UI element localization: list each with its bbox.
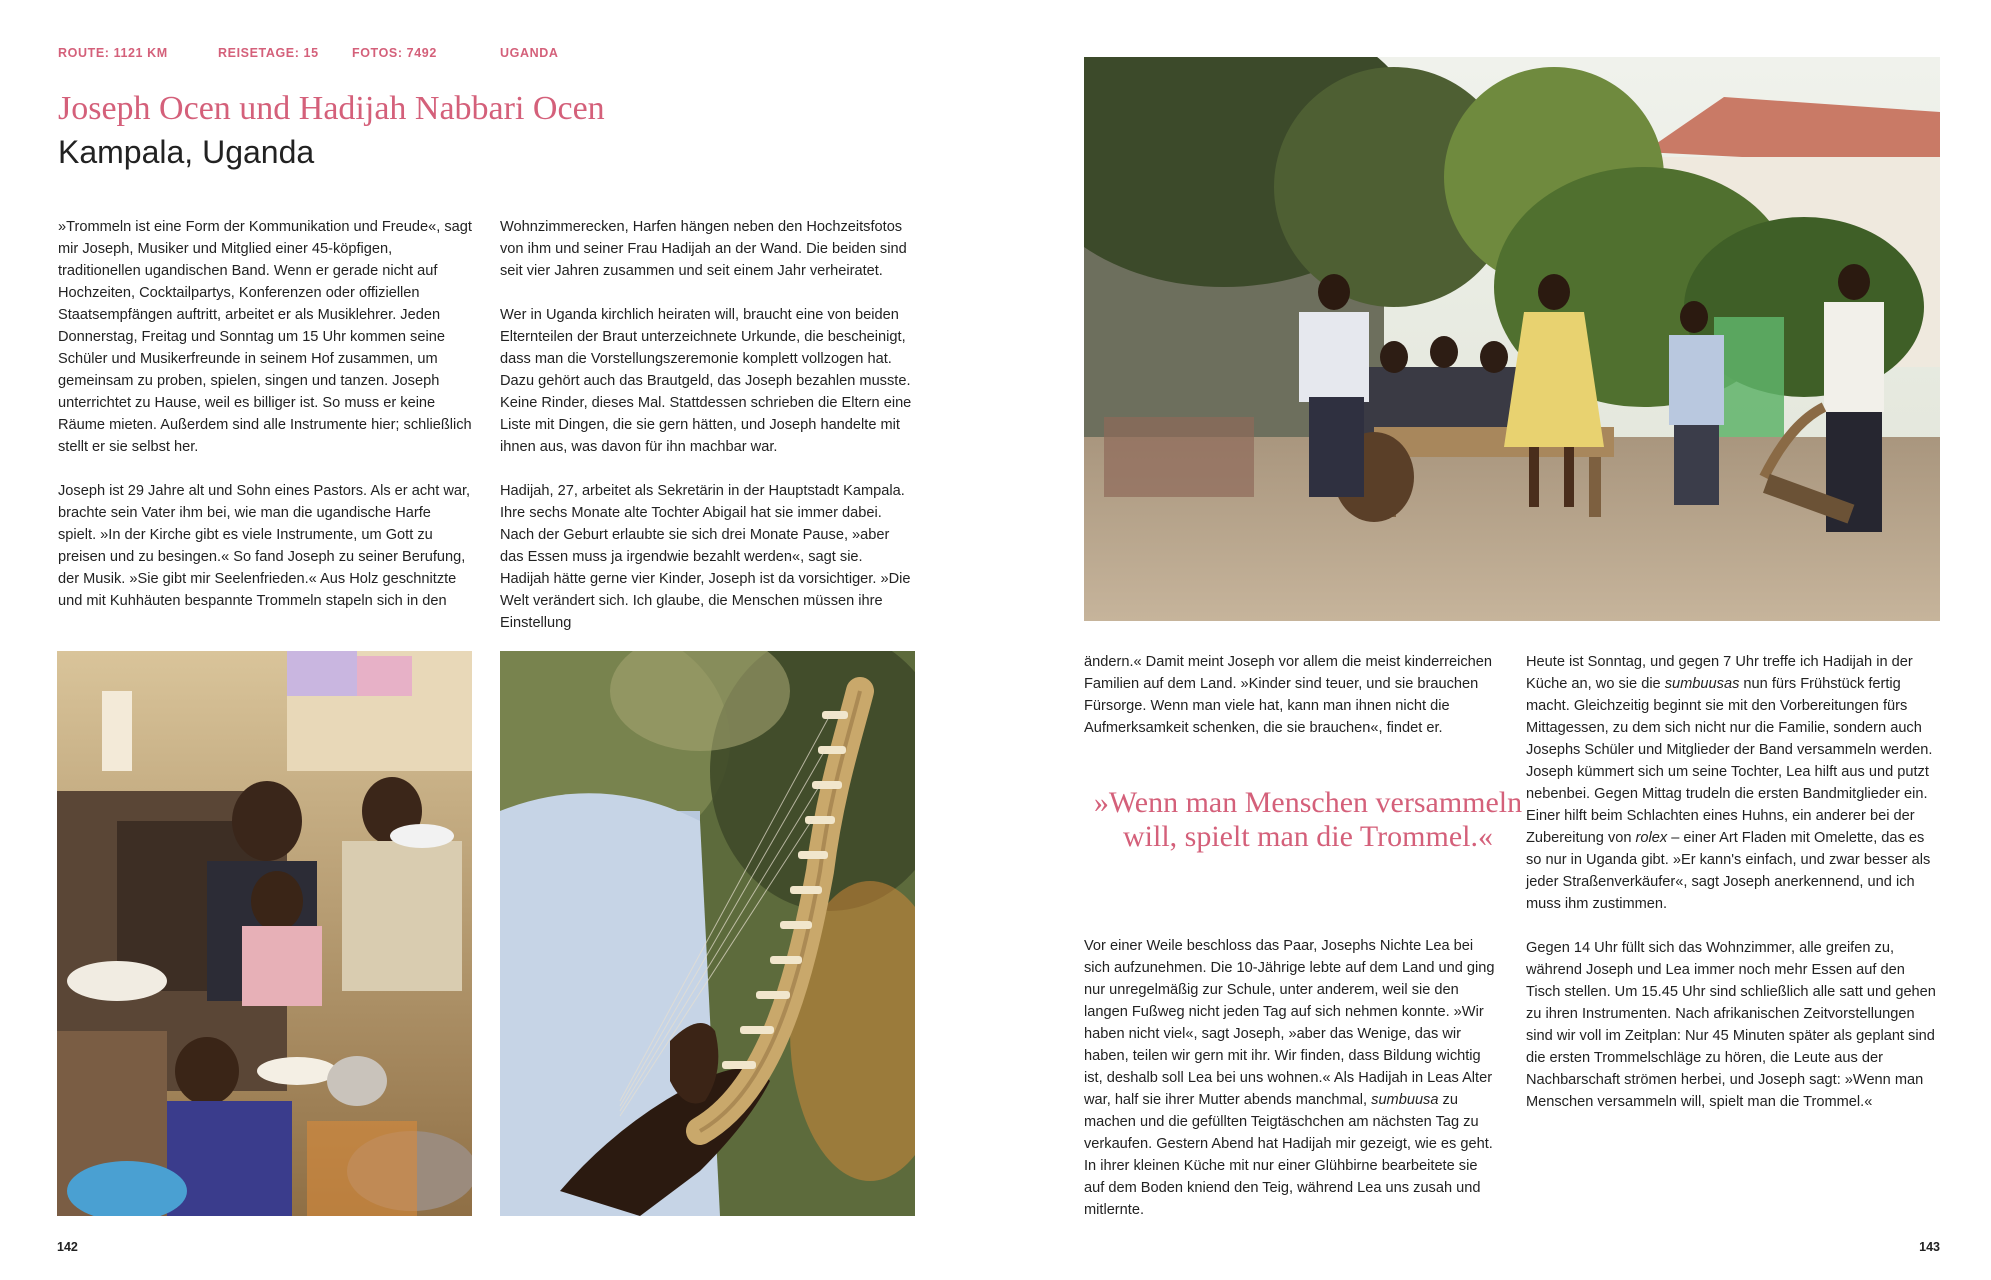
paragraph: Joseph ist 29 Jahre alt und Sohn eines Pastors. Als er acht war, brachte sein Vater ihm bei, wie man die ugandische Harfe spielt. »In der Kirche gibt es viele Instrumente, um Gott zu preisen und zu besingen.« So fand Joseph zu seiner Berufung, der Musik. »Sie gibt mir Seelenfrieden.« Aus Holz geschnitzte und mit Kuhhäuten bespannte Trommeln stapeln sich in den [58,483,471,609]
page-number-right: 143 [1919,1240,1940,1254]
page-number-left: 142 [57,1240,78,1254]
paragraph [1526,651,1941,915]
italic-term: sumbuusa [1371,1092,1439,1108]
family-meal-photo [57,651,472,1216]
text-run: Heute ist Sonntag, und gegen 7 Uhr treffe ich Hadijah in der Küche an, wo sie die [1526,654,1913,692]
courtyard-dance-photo [1084,57,1940,621]
italic-term: rolex [1635,830,1668,846]
paragraph: ändern.« Damit meint Joseph vor allem die meist kinderreichen Familien auf dem Land. »Kinder sind teuer, und sie brauchen Fürsorge. Wenn man viele hat, kann man ihnen nicht die Aufmerksamkeit schenken, die sie brauchen«, findet er. [1084,654,1493,736]
text-column-4 [1526,651,1941,1113]
paragraph [1084,935,1499,1221]
meta-travel-days: REISETAGE: 15 [218,46,319,60]
article-subtitle: Kampala, Uganda [58,134,315,170]
paragraph: Wohnzimmerecken, Harfen hängen neben den Hochzeitsfotos von ihm und seiner Frau Hadijah an der Wand. Die beiden sind seit vier Jahren zusammen und seit einem Jahr verheiratet. [500,219,907,279]
paragraph: Gegen 14 Uhr füllt sich das Wohnzimmer, alle greifen zu, während Joseph und Lea immer noch mehr Essen auf den Tisch stellen. Um 15.45 Uhr sind schließlich alle satt und gehen zu ihren Instrumenten. Nach afrikanischen Zeitvorstellungen sind wir voll im Zeitplan: Nur 45 Minuten später als geplant sind die ersten Trommelschläge zu hören, die Leute aus der Nachbarschaft strömen herbei, und Joseph sagt: »Wenn man Menschen versammeln will, spielt man die Trommel.« [1526,940,1936,1110]
text-column-3 [1084,651,1499,739]
text-run: Vor einer Weile beschloss das Paar, Josephs Nichte Lea bei sich aufzunehmen. Die 10-Jährige lebte auf dem Land und ging nur unregelmäßig zur Schule, unter anderem, weil sie den langen Fußweg nicht jeden Tag auf sich nehmen konnte. »Wir haben nicht viel«, sagt Joseph, »aber das Wenige, das wir haben, teilen wir gern mit ihr. Wir finden, dass Bildung wichtig ist, deshalb soll Lea bei uns wohnen.« Als Hadijah in Leas Alter war, half sie ihrer Mutter abends manchmal, [1084,938,1495,1108]
text-column-1 [58,216,473,612]
meta-photos: FOTOS: 7492 [352,46,437,60]
text-column-2 [500,216,915,634]
text-run: nun fürs Frühstück fertig macht. Gleichzeitig beginnt sie mit den Vorbereitungen fürs Mittagessen, zu dem sich nicht nur die Familie, sondern auch Josephs Schüler und Mitglieder der Band versammeln werden. Joseph kümmert sich um seine Tochter, Lea hilft aus und putzt nebenbei. Gegen Mittag trudeln die ersten Bandmitglieder ein. Einer hilft beim Schlachten eines Huhns, ein anderer bei der Zubereitung von [1526,676,1933,846]
paragraph: Hadijah, 27, arbeitet als Sekretärin in der Hauptstadt Kampala. Ihre sechs Monate alte Tochter Abigail hat sie immer dabei. Nach der Geburt erlaubte sie sich drei Monate Pause, »aber das Essen muss ja irgendwie bezahlt werden«, sagt sie. Hadijah hätte gerne vier Kinder, Joseph ist da vorsichtiger. »Die Welt verändert sich. Ich glaube, die Menschen müssen ihre Einstellung [500,483,911,631]
text-run: zu machen und die gefüllten Teigtäschchen am nächsten Tag zu verkaufen. Gestern Abend hat Hadijah mir gezeigt, wie es geht. In ihrer kleinen Küche mit nur einer Glühbirne bearbeitete sie auf dem Boden kniend den Teig, während Lea uns zusah und mitlernte. [1084,1092,1493,1218]
article-title: Joseph Ocen und Hadijah Nabbari Ocen [58,90,605,127]
meta-country: UGANDA [500,46,559,60]
italic-term: sumbuusas [1664,676,1740,692]
text-run: – einer Art Fladen mit Omelette, das es so nur in Uganda gibt. »Er kann's einfach, und zwar besser als jeder Straßenverkäufer«, sagt Joseph anerkennend, und ich muss ihm zustimmen. [1526,830,1931,912]
paragraph: »Trommeln ist eine Form der Kommunikation und Freude«, sagt mir Joseph, Musiker und Mitglied einer 45-köpfigen, traditionellen ugandischen Band. Wenn er gerade nicht auf Hochzeiten, Cocktailpartys, Konferenzen oder offiziellen Staatsempfängen auftritt, arbeitet er als Musiklehrer. Jeden Donnerstag, Freitag und Sonntag um 15 Uhr kommen seine Schüler und Musikerfreunde in seinem Hof zusammen, um gemeinsam zu proben, spielen, singen und tanzen. Joseph unterrichtet zu Hause, weil es billiger ist. So muss er keine Räume mieten. Außerdem sind alle Instrumente hier; schließlich stellt er sie selbst her. [58,219,472,455]
text-column-3-continued [1084,935,1499,1221]
harp-closeup-photo [500,651,915,1216]
paragraph: Wer in Uganda kirchlich heiraten will, braucht eine von beiden Elternteilen der Braut unterzeichnete Urkunde, die bescheinigt, dass man die Vorstellungszeremonie komplett vollzogen hat. Dazu gehört auch das Brautgeld, das Joseph bezahlen musste. Keine Rinder, dieses Mal. Stattdessen schrieben die Eltern eine Liste mit Dingen, die sie gern hätten, und Joseph handelte mit ihnen aus, was davon für ihn machbar war. [500,307,912,455]
meta-route: ROUTE: 1121 KM [58,46,168,60]
pull-quote: »Wenn man Menschen versammeln will, spielt man die Trommel.« [1093,786,1523,853]
